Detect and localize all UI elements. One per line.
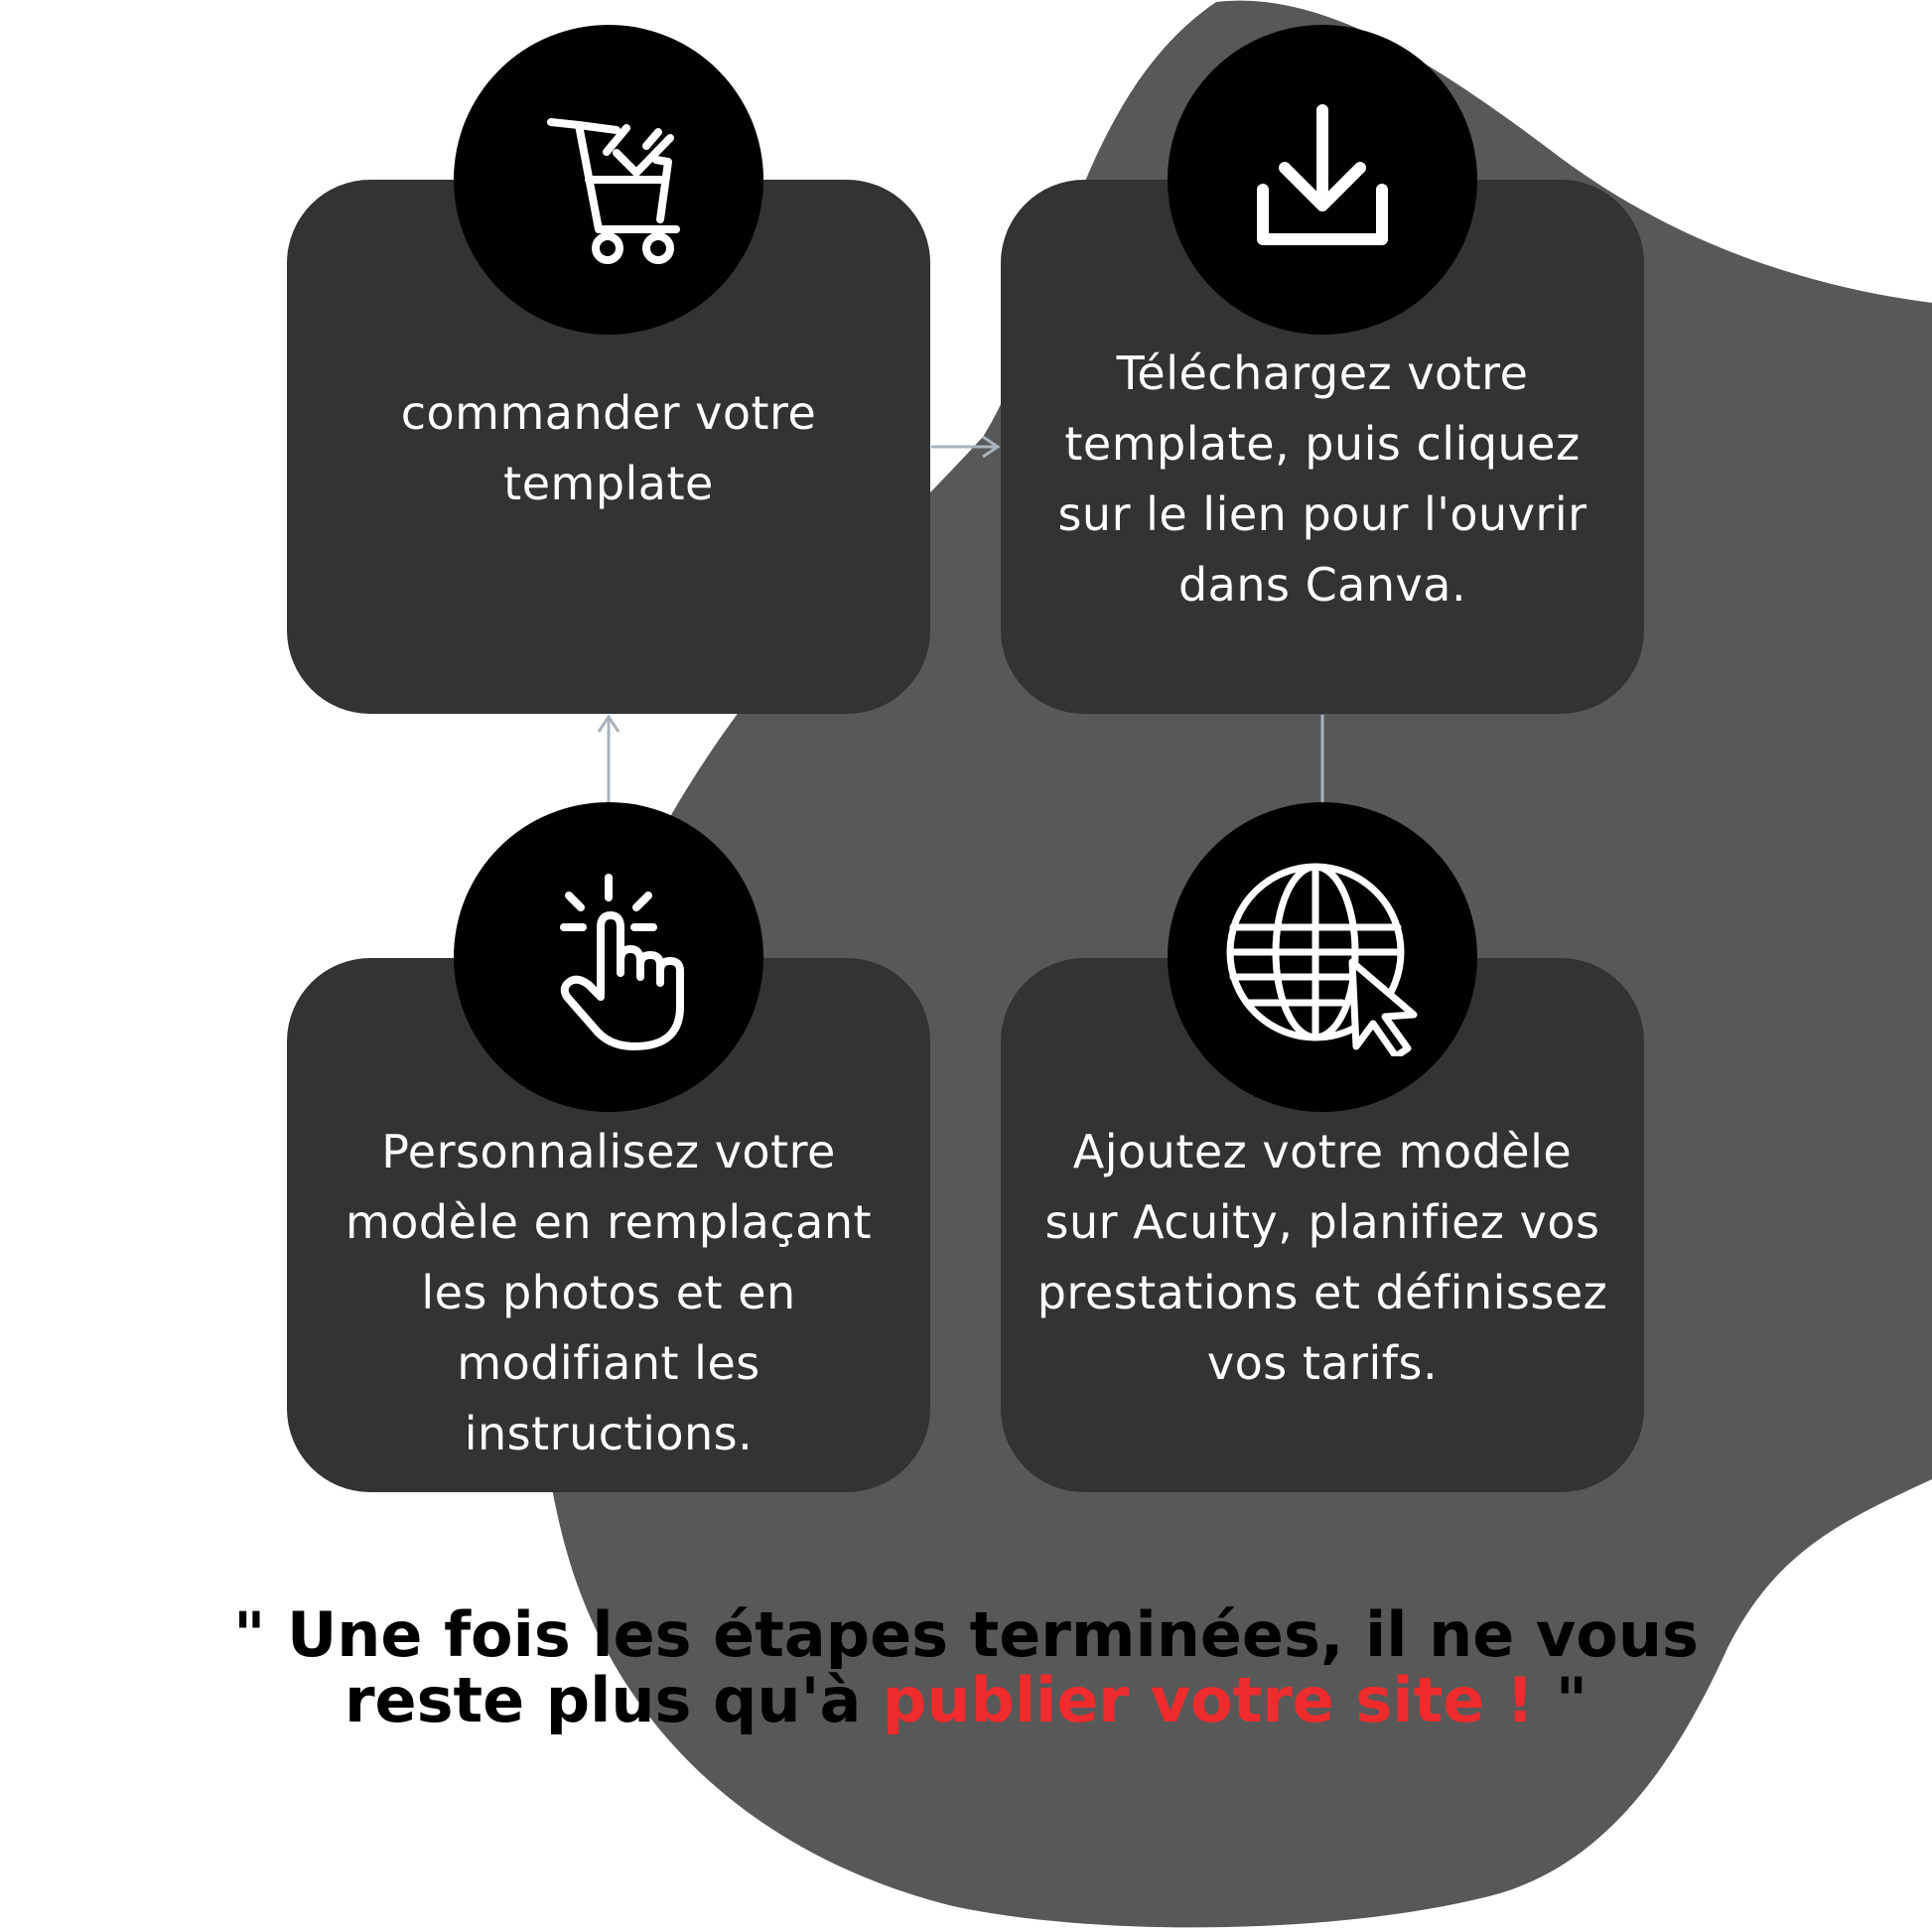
step-icon-circle-customize [454,802,763,1112]
step-text-download [1001,339,1644,621]
step-text-order [287,378,930,519]
globe-cursor-icon [1223,858,1422,1056]
caption-line-2-prefix: reste plus qu'à [344,1664,883,1736]
step-text-line: commander votre [400,386,817,440]
tap-hand-icon [509,858,708,1056]
step-text-line: vos tarifs. [1206,1336,1439,1390]
step-text-line: Téléchargez votre [1116,346,1529,400]
step-text-line: sur Acuity, planifiez vos [1044,1195,1600,1249]
step-text-line: modifiant les [457,1336,760,1390]
step-icon-circle-publish-acuity [1168,802,1477,1112]
closing-caption [99,1598,1833,1736]
step-text-customize [287,1117,930,1469]
step-text-line: Ajoutez votre modèle [1072,1125,1573,1178]
download-icon [1223,80,1422,279]
step-text-line: sur le lien pour l'ouvrir [1057,487,1587,541]
step-icon-circle-order [454,25,763,335]
step-text-line: modèle en remplaçant [345,1195,873,1249]
step-text-line: prestations et définissez [1036,1266,1608,1319]
shopping-cart-check-icon [509,80,708,279]
step-text-line: les photos et en [421,1266,796,1319]
step-text-line: template [503,457,714,510]
caption-line-2 [99,1664,1833,1736]
step-text-publish-acuity [1001,1117,1644,1399]
caption-line-1: " Une fois les étapes terminées, il ne vous [233,1598,1699,1671]
caption-highlight-publish-site: publier votre site ! [882,1664,1535,1736]
step-icon-circle-download [1168,25,1477,335]
step-text-line: dans Canva. [1177,558,1467,612]
step-text-line: Personnalisez votre [381,1125,836,1178]
step-text-line: template, puis cliquez [1064,417,1581,471]
step-text-line: instructions. [464,1407,754,1460]
caption-line-2-suffix: " [1534,1664,1588,1736]
